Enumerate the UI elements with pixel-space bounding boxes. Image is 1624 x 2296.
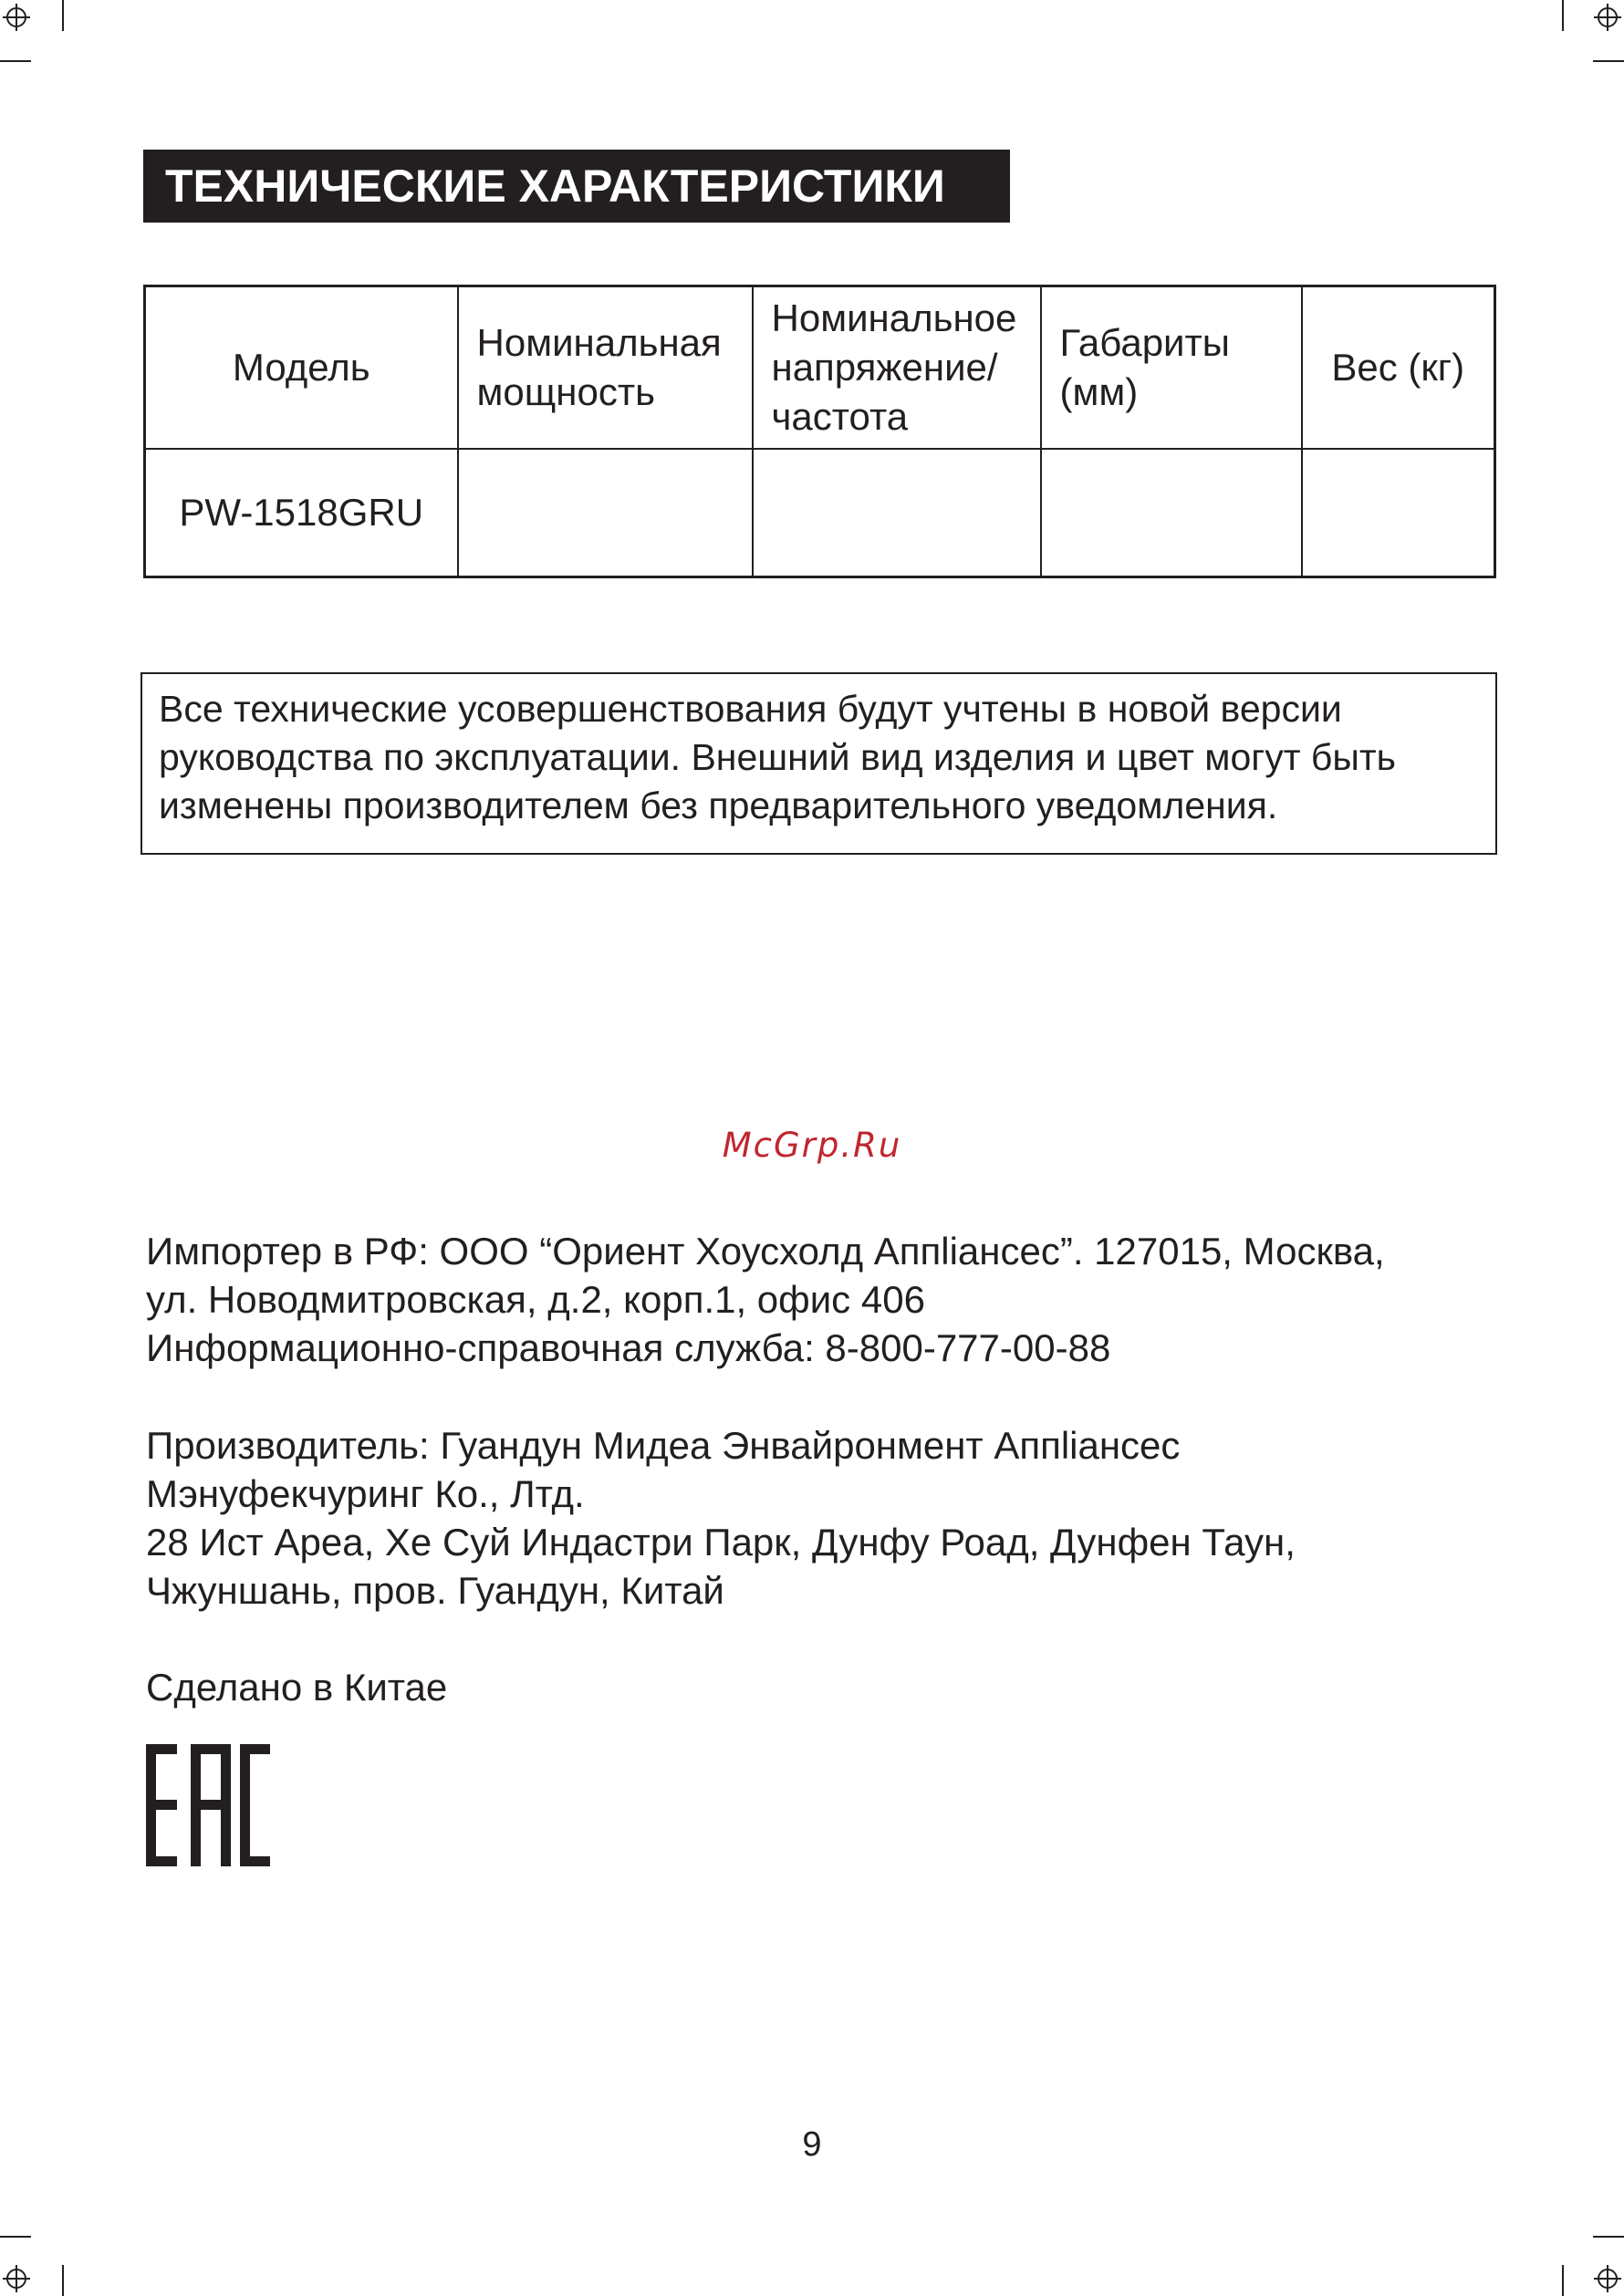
registration-mark-icon bbox=[1598, 2269, 1618, 2289]
registration-mark-icon bbox=[6, 2269, 26, 2289]
column-header-power: Номинальная мощность bbox=[458, 286, 753, 450]
column-header-voltage: Номинальное напряжение/ частота bbox=[753, 286, 1041, 450]
manufacturer-address: Чжуншань, пров. Гуандун, Китай bbox=[146, 1569, 724, 1612]
importer-line: Импортер в РФ: ООО “Ориент Хоусхолд Аппliансес”. 127015, Москва, bbox=[146, 1230, 1385, 1273]
crop-line bbox=[1562, 2265, 1564, 2296]
crop-line bbox=[0, 2236, 31, 2238]
cell-power bbox=[458, 449, 753, 577]
notice-box: Все технические усовершенствования будут учтены в новой версии руководства по эксплуатации. Внешний вид изделия и цвет могут быть изменены производителем без предварительного уведомления. bbox=[141, 672, 1497, 855]
crop-line bbox=[1562, 0, 1564, 31]
cell-voltage bbox=[753, 449, 1041, 577]
section-title: ТЕХНИЧЕСКИЕ ХАРАКТЕРИСТИКИ bbox=[143, 150, 1010, 223]
manufacturer-line: Производитель: Гуандун Мидеа Энвайронмент Аппliансес bbox=[146, 1424, 1181, 1467]
crop-line bbox=[62, 2265, 64, 2296]
cell-weight bbox=[1302, 449, 1495, 577]
eac-mark-icon bbox=[146, 1744, 270, 1866]
crop-line bbox=[62, 0, 64, 31]
cell-dimensions bbox=[1041, 449, 1302, 577]
specs-table bbox=[143, 285, 1496, 578]
manufacturer-info bbox=[146, 1421, 1296, 1615]
crop-line bbox=[1593, 2236, 1624, 2238]
importer-hotline: Информационно-справочная служба: 8-800-777-00-88 bbox=[146, 1326, 1111, 1369]
crop-line bbox=[1593, 60, 1624, 62]
origin-text: Сделано в Китае bbox=[146, 1666, 448, 1709]
page-number: 9 bbox=[802, 2125, 822, 2164]
column-header-weight: Вес (кг) bbox=[1302, 286, 1495, 450]
column-header-dimensions: Габариты (мм) bbox=[1041, 286, 1302, 450]
manufacturer-address: 28 Ист Ареа, Хе Суй Индастри Парк, Дунфу Роад, Дунфен Таун, bbox=[146, 1521, 1296, 1564]
manufacturer-line: Мэнуфекчуринг Ко., Лтд. bbox=[146, 1472, 585, 1515]
watermark-link[interactable]: McGrp.Ru bbox=[722, 1126, 902, 1165]
registration-mark-icon bbox=[6, 7, 26, 27]
importer-info bbox=[146, 1227, 1385, 1372]
importer-line: ул. Новодмитровская, д.2, корп.1, офис 406 bbox=[146, 1278, 925, 1321]
column-header-model: Модель bbox=[145, 286, 458, 450]
cell-model: PW-1518GRU bbox=[145, 449, 458, 577]
crop-line bbox=[0, 60, 31, 62]
table-row bbox=[145, 449, 1495, 577]
registration-mark-icon bbox=[1598, 7, 1618, 27]
table-header-row bbox=[145, 286, 1495, 450]
